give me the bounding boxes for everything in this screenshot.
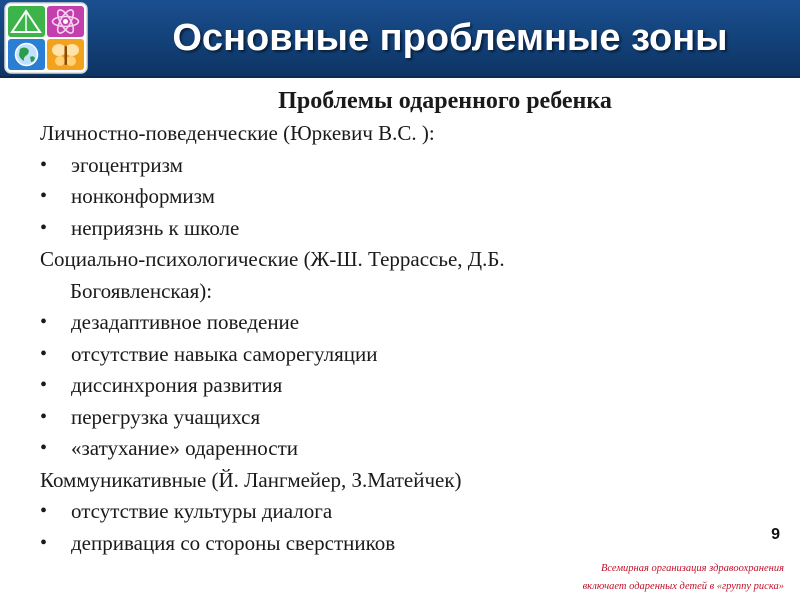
footer-line: Всемирная организация здравоохранения xyxy=(600,563,784,574)
list-item: • диссинхрония развития xyxy=(40,370,780,402)
list-item: • депривация со стороны сверстников xyxy=(40,528,780,560)
butterfly-icon xyxy=(47,39,84,70)
page-title: Основные проблемные зоны xyxy=(172,17,728,59)
globe-icon xyxy=(8,39,45,70)
list-item: • дезадаптивное поведение xyxy=(40,307,780,339)
list-item: • отсутствие культуры диалога xyxy=(40,496,780,528)
category-heading-continuation: Богоявленская): xyxy=(70,278,213,303)
category-heading: Коммуникативные (Й. Лангмейер, З.Матейчек) xyxy=(40,467,462,492)
list-item: • «затухание» одаренности xyxy=(40,433,780,465)
slide-content xyxy=(40,84,780,559)
category-heading: Личностно-поведенческие (Юркевич В.С. ): xyxy=(40,121,435,145)
slide-subtitle: Проблемы одаренного ребенка xyxy=(278,88,612,114)
list-item: • отсутствие навыка саморегуляции xyxy=(40,339,780,371)
atom-icon xyxy=(47,6,84,37)
logo xyxy=(4,2,88,74)
footer-note xyxy=(384,560,784,596)
category-heading: Социально-психологические (Ж-Ш. Террассье, Д.Б. xyxy=(40,247,505,271)
list-item: • эгоцентризм xyxy=(40,150,780,182)
page-number: 9 xyxy=(771,526,780,543)
list-item: • перегрузка учащихся xyxy=(40,402,780,434)
header-bar xyxy=(0,0,800,78)
footer-line: включает одаренных детей в «группу риска» xyxy=(582,581,784,592)
triangle-icon xyxy=(8,6,45,37)
list-item: • нонконформизм xyxy=(40,181,780,213)
list-item: • неприязнь к школе xyxy=(40,213,780,245)
